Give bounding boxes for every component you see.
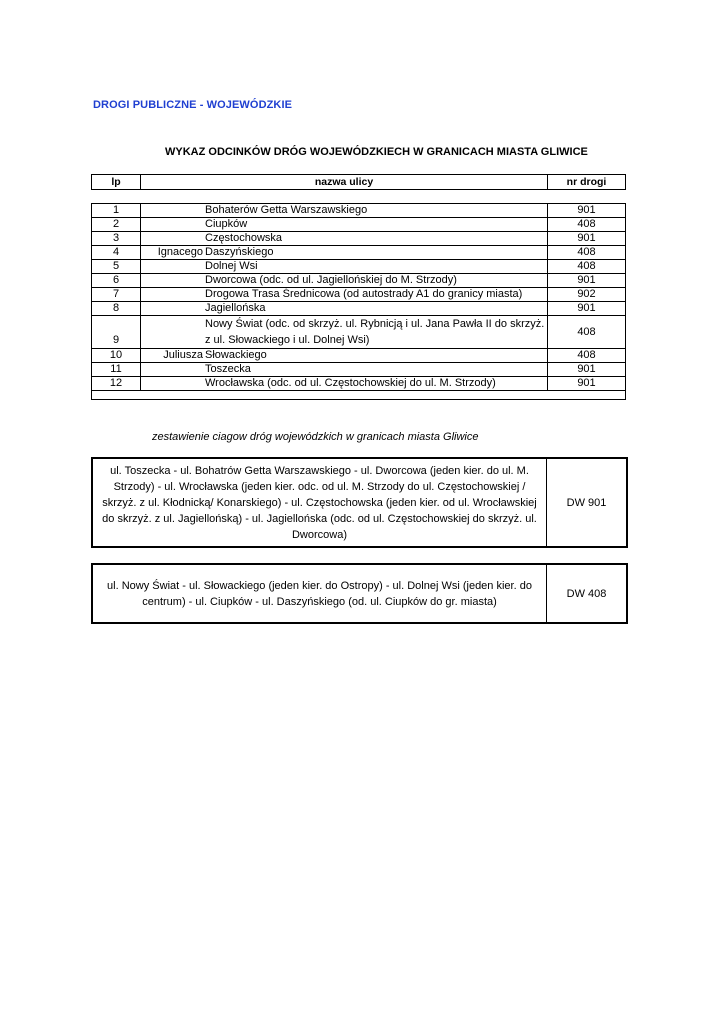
row-road-number: 408 (548, 260, 626, 274)
row-street-name (141, 349, 548, 363)
row-street-name (141, 274, 548, 288)
row-road-number: 901 (548, 274, 626, 288)
roads-table (91, 203, 626, 391)
street-name: Częstochowska (205, 232, 283, 244)
street-first-name (141, 274, 205, 287)
row-road-number: 408 (548, 246, 626, 260)
row-lp: 11 (92, 363, 141, 377)
street-name: Dworcowa (odc. od ul. Jagiellońskiej do M. Strzody) (205, 274, 457, 286)
street-name: Wrocławska (odc. od ul. Częstochowskiej do ul. M. Strzody) (205, 377, 496, 389)
street-first-name (141, 260, 205, 273)
street-first-name (141, 288, 205, 301)
route-box-dw901 (91, 457, 628, 548)
street-first-name: Juliusza (163, 349, 203, 361)
page-title: WYKAZ ODCINKÓW DRÓG WOJEWÓDZKIECH W GRANICACH MIASTA GLIWICE (165, 146, 588, 158)
row-road-number: 901 (548, 302, 626, 316)
street-name: Nowy Świat (odc. od skrzyż. ul. Rybnicją i ul. Jana Pawła II do skrzyż. z ul. Słowackiego i ul. Dolnej Wsi) (205, 318, 545, 346)
street-name: Dolnej Wsi (205, 260, 258, 272)
row-street-name (141, 232, 548, 246)
table-row (92, 204, 626, 218)
row-street-name (141, 260, 548, 274)
table-row (92, 232, 626, 246)
street-name: Bohaterów Getta Warszawskiego (205, 204, 368, 216)
header-street-name: nazwa ulicy (141, 175, 548, 189)
row-lp: 7 (92, 288, 141, 302)
routes-subtitle: zestawienie ciagow dróg wojewódzkich w granicach miasta Gliwice (152, 431, 479, 443)
row-road-number: 901 (548, 377, 626, 391)
table-row (92, 260, 626, 274)
row-lp: 6 (92, 274, 141, 288)
row-lp: 9 (92, 316, 141, 349)
row-lp: 2 (92, 218, 141, 232)
header-lp: lp (92, 175, 141, 189)
row-lp: 1 (92, 204, 141, 218)
street-first-name (141, 218, 205, 231)
row-lp: 5 (92, 260, 141, 274)
section-heading: DROGI PUBLICZNE - WOJEWÓDZKIE (93, 99, 293, 111)
row-street-name (141, 288, 548, 302)
street-first-name: Ignacego (157, 246, 203, 258)
table-row (92, 363, 626, 377)
table-row (92, 218, 626, 232)
street-name: Toszecka (205, 363, 251, 375)
street-first-name (141, 316, 205, 348)
row-road-number: 408 (548, 349, 626, 363)
route-box-dw408 (91, 563, 628, 624)
street-name: Ciupków (205, 218, 248, 230)
row-lp: 4 (92, 246, 141, 260)
street-first-name (141, 377, 205, 390)
street-first-name (141, 232, 205, 245)
row-road-number: 901 (548, 363, 626, 377)
route-description: ul. Nowy Świat - ul. Słowackiego (jeden kier. do Ostropy) - ul. Dolnej Wsi (jeden kier. do centrum) - ul. Ciupków - ul. Daszyńskiego (od. ul. Ciupków do gr. miasta) (93, 565, 547, 622)
table-row (92, 302, 626, 316)
row-road-number: 408 (548, 218, 626, 232)
route-code: DW 901 (566, 496, 607, 509)
street-first-name (141, 302, 205, 315)
street-name: Drogowa Trasa Średnicowa (od autostrady A1 do granicy miasta) (205, 288, 523, 300)
row-street-name (141, 316, 548, 349)
table-row (92, 288, 626, 302)
street-name: Jagiellońska (205, 302, 266, 314)
row-lp: 3 (92, 232, 141, 246)
row-street-name (141, 302, 548, 316)
street-name: Słowackiego (205, 349, 267, 361)
row-road-number: 901 (548, 232, 626, 246)
row-lp: 12 (92, 377, 141, 391)
street-first-name (141, 204, 205, 217)
row-street-name (141, 377, 548, 391)
table-row (92, 349, 626, 363)
row-road-number: 901 (548, 204, 626, 218)
street-first-name (141, 363, 205, 376)
route-code: DW 408 (566, 587, 607, 600)
row-street-name (141, 204, 548, 218)
table-row (92, 316, 626, 349)
row-street-name (141, 246, 548, 260)
route-description: ul. Toszecka - ul. Bohatrów Getta Warszawskiego - ul. Dworcowa (jeden kier. do ul. M. Strzody) - ul. Wrocławska (jeden kier. odc. od ul. M. Strzody do ul. Częstochowskiej / skrzyż. z ul. Kłodnicką/ Konarskiego) - ul. Częstochowska (jeden kier. od ul. Wrocławskiej do skrzyż. z ul. Jagiellońską) - ul. Jagiellońska (odc. od ul. Częstochowskiej do skrzyż. ul. Dworcowa) (93, 459, 547, 546)
row-lp: 8 (92, 302, 141, 316)
header-road-number: nr drogi (566, 176, 607, 188)
table-row (92, 274, 626, 288)
table-header (91, 174, 626, 190)
row-street-name (141, 218, 548, 232)
row-street-name (141, 363, 548, 377)
table-row (92, 377, 626, 391)
row-road-number: 902 (548, 288, 626, 302)
street-name: Daszyńskiego (205, 246, 274, 258)
row-lp: 10 (92, 349, 141, 363)
row-road-number: 408 (548, 316, 626, 349)
table-row (92, 246, 626, 260)
